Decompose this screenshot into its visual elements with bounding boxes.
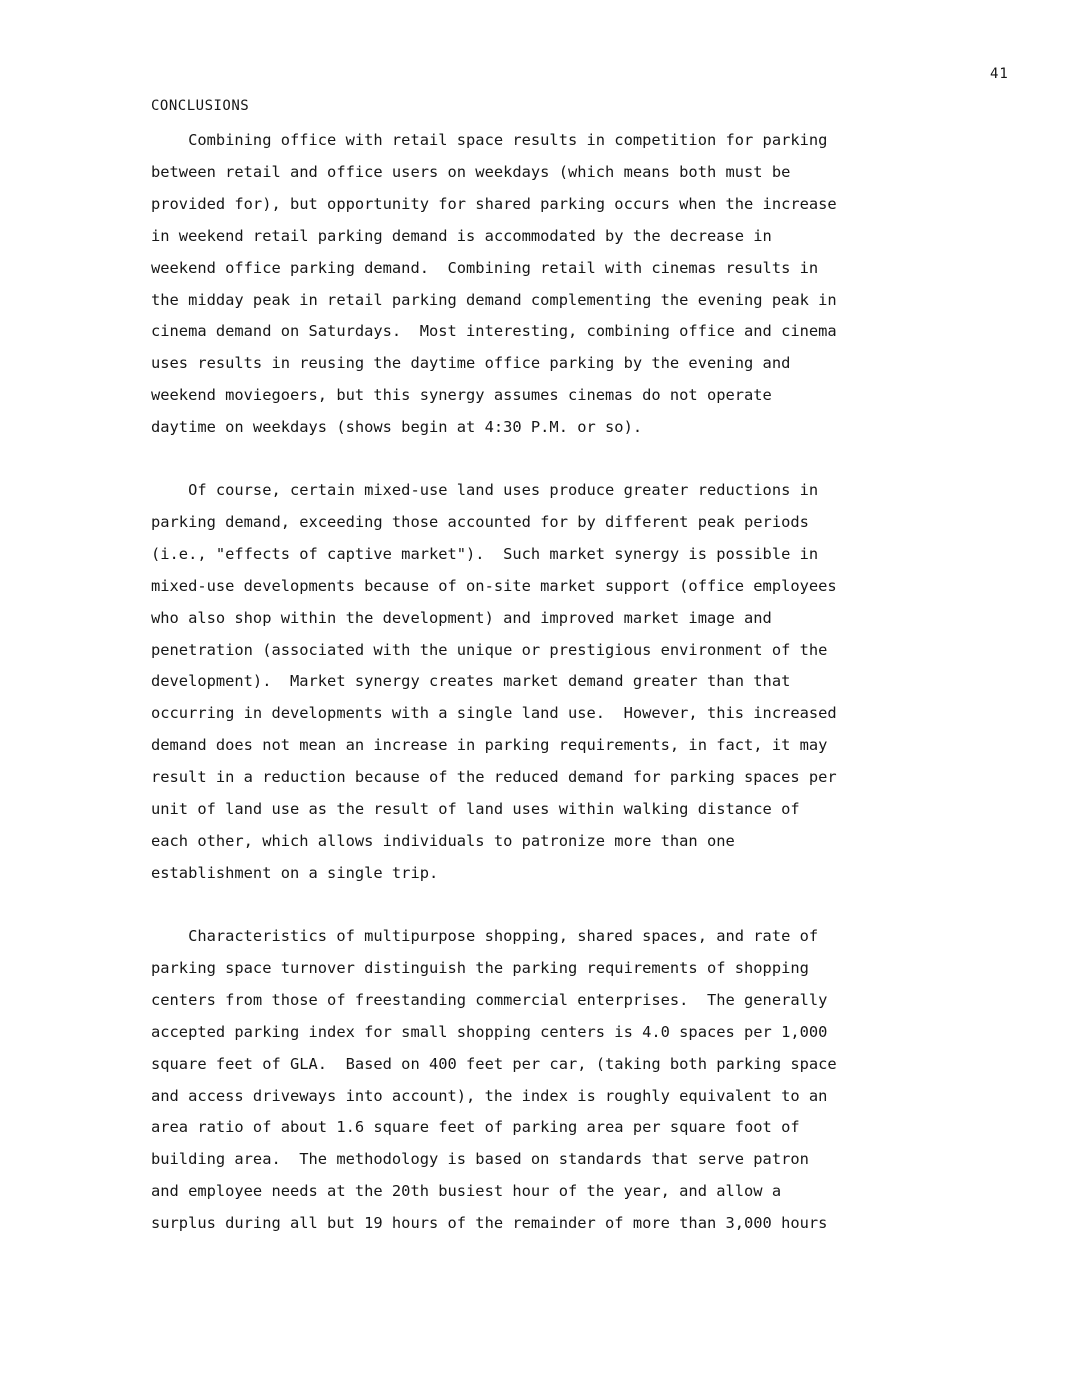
text-line: daytime on weekdays (shows begin at 4:30 P.M. or so). bbox=[151, 418, 643, 437]
text-line: occurring in developments with a single land use. However, this increased bbox=[151, 704, 837, 723]
text-line: Characteristics of multipurpose shopping, shared spaces, and rate of bbox=[151, 927, 819, 945]
text-line: establishment on a single trip. bbox=[151, 863, 439, 882]
text-line: mixed-use developments because of on-site market support (office employees bbox=[151, 576, 837, 595]
text-line: area ratio of about 1.6 square feet of parking area per square foot of bbox=[151, 1118, 800, 1137]
text-line: who also shop within the development) and improved market image and bbox=[151, 608, 772, 627]
text-line: building area. The methodology is based on standards that serve patron bbox=[151, 1150, 809, 1169]
text-line: between retail and office users on weekdays (which means both must be bbox=[151, 162, 791, 181]
text-line: each other, which allows individuals to patronize more than one bbox=[151, 831, 735, 850]
text-line: parking space turnover distinguish the parking requirements of shopping bbox=[151, 958, 809, 977]
page-number: 41 bbox=[990, 66, 1009, 82]
text-line: surplus during all but 19 hours of the remainder of more than 3,000 hours bbox=[151, 1214, 828, 1233]
text-line: Combining office with retail space results in competition for parking bbox=[151, 131, 828, 149]
text-line: uses results in reusing the daytime office parking by the evening and bbox=[151, 354, 791, 373]
text-line: development). Market synergy creates market demand greater than that bbox=[151, 672, 791, 691]
section-heading: CONCLUSIONS bbox=[151, 98, 250, 114]
text-line: Of course, certain mixed-use land uses produce greater reductions in bbox=[151, 481, 819, 499]
text-line: (i.e., "effects of captive market"). Such market synergy is possible in bbox=[151, 544, 819, 563]
text-line: demand does not mean an increase in parking requirements, in fact, it may bbox=[151, 736, 828, 755]
text-line: the midday peak in retail parking demand complementing the evening peak in bbox=[151, 290, 837, 309]
text-line: parking demand, exceeding those accounted for by different peak periods bbox=[151, 512, 809, 531]
text-line: penetration (associated with the unique or prestigious environment of the bbox=[151, 640, 828, 659]
text-line: cinema demand on Saturdays. Most interesting, combining office and cinema bbox=[151, 322, 837, 341]
text-line: provided for), but opportunity for shared parking occurs when the increase bbox=[151, 194, 837, 213]
text-line: centers from those of freestanding commercial enterprises. The generally bbox=[151, 990, 828, 1009]
text-line: and employee needs at the 20th busiest hour of the year, and allow a bbox=[151, 1182, 782, 1201]
text-line: and access driveways into account), the index is roughly equivalent to an bbox=[151, 1086, 828, 1105]
text-line: in weekend retail parking demand is accommodated by the decrease in bbox=[151, 226, 772, 245]
text-line: unit of land use as the result of land uses within walking distance of bbox=[151, 800, 800, 818]
text-line: weekend moviegoers, but this synergy assumes cinemas do not operate bbox=[151, 386, 772, 405]
text-line: accepted parking index for small shopping centers is 4.0 spaces per 1,000 bbox=[151, 1022, 828, 1041]
text-line: result in a reduction because of the reduced demand for parking spaces per bbox=[151, 768, 837, 787]
text-line: square feet of GLA. Based on 400 feet per car, (taking both parking space bbox=[151, 1054, 837, 1073]
text-line: weekend office parking demand. Combining retail with cinemas results in bbox=[151, 258, 819, 277]
